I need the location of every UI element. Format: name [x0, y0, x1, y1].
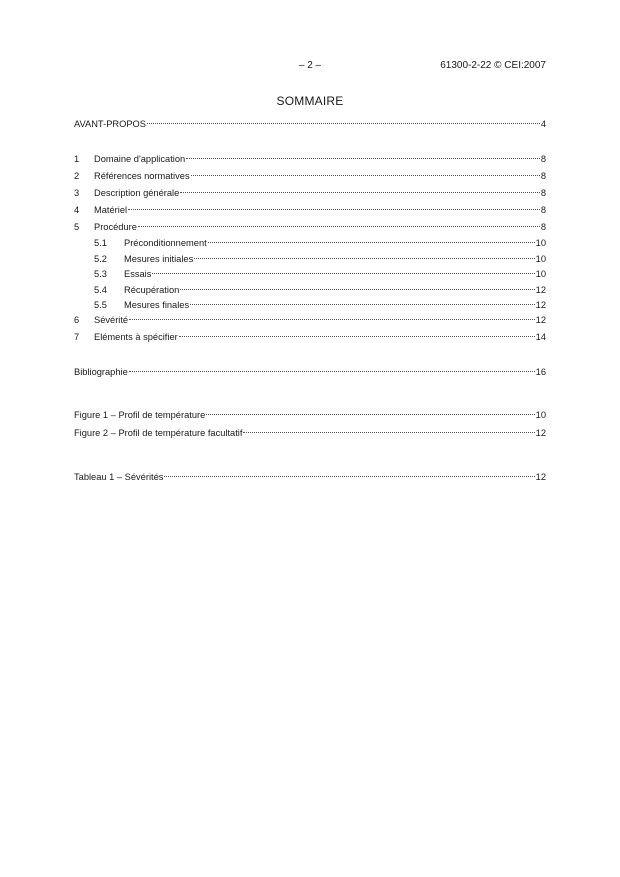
toc-entry-label: Matériel: [94, 205, 128, 215]
toc-entry-number: 5.4: [94, 285, 107, 295]
toc-entry-number: 3: [74, 188, 80, 198]
dot-leader: [186, 158, 540, 159]
toc-entry-number: 5.2: [94, 254, 107, 264]
toc-entry-subclause-5-3[interactable]: [94, 268, 546, 281]
dot-leader: [180, 192, 540, 193]
toc-entry-page: 10: [535, 410, 546, 420]
toc-entry-label: Mesures initiales: [124, 254, 194, 264]
toc-entry-clause-5[interactable]: [74, 221, 546, 234]
dot-leader: [194, 258, 534, 259]
toc-entry-number: 5.3: [94, 269, 107, 279]
toc-entry-label: Procédure: [94, 222, 137, 232]
toc-entry-number: 5.5: [94, 300, 107, 310]
dot-leader: [179, 336, 535, 337]
toc-entry-bibliography[interactable]: [74, 366, 546, 379]
toc-entry-foreword[interactable]: [74, 118, 546, 131]
toc-entry-page: 16: [535, 367, 546, 377]
toc-entry-label: Figure 2 – Profil de température facultatif: [74, 428, 243, 438]
toc-entry-clause-2[interactable]: [74, 170, 546, 183]
toc-entry-number: 4: [74, 205, 80, 215]
toc-entry-label: Description générale: [94, 188, 180, 198]
toc-entry-figure-2[interactable]: [74, 427, 546, 440]
toc-entry-label: Mesures finales: [124, 300, 190, 310]
toc-entry-subclause-5-4[interactable]: [94, 284, 546, 297]
toc-entry-subclause-5-5[interactable]: [94, 299, 546, 312]
toc-entry-label: Eléments à spécifier: [94, 332, 178, 342]
toc-entry-number: 7: [74, 332, 80, 342]
dot-leader: [147, 123, 540, 124]
toc-entry-label: Références normatives: [94, 171, 190, 181]
toc-entry-label: Domaine d'application: [94, 154, 186, 164]
toc-entry-number: 5.1: [94, 238, 107, 248]
toc-entry-clause-6[interactable]: [74, 314, 546, 327]
dot-leader: [152, 273, 534, 274]
toc-entry-subclause-5-1[interactable]: [94, 237, 546, 250]
dot-leader: [190, 304, 535, 305]
dot-leader: [208, 242, 535, 243]
toc-entry-page: 12: [535, 300, 546, 310]
toc-entry-clause-3[interactable]: [74, 187, 546, 200]
dot-leader: [191, 175, 540, 176]
toc-entry-page: 8: [540, 222, 546, 232]
toc-entry-label: Préconditionnement: [124, 238, 207, 248]
dot-leader: [128, 209, 540, 210]
toc-entry-page: 10: [535, 269, 546, 279]
toc-entry-page: 12: [535, 472, 546, 482]
toc-entry-clause-4[interactable]: [74, 204, 546, 217]
toc-entry-label: Essais: [124, 269, 152, 279]
dot-leader: [129, 319, 535, 320]
toc-entry-page: 4: [540, 119, 546, 129]
toc-title: SOMMAIRE: [276, 94, 344, 108]
toc-entry-page: 14: [535, 332, 546, 342]
document-reference: 61300-2-22 © CEI:2007: [440, 60, 546, 71]
toc-entry-page: 10: [535, 238, 546, 248]
toc-entry-number: 2: [74, 171, 80, 181]
toc-entry-page: 8: [540, 188, 546, 198]
toc-entry-page: 10: [535, 254, 546, 264]
dot-leader: [206, 414, 534, 415]
toc-entry-clause-7[interactable]: [74, 331, 546, 344]
page-number: – 2 –: [298, 60, 322, 71]
dot-leader: [129, 371, 535, 372]
dot-leader: [138, 226, 540, 227]
toc-entry-clause-1[interactable]: [74, 153, 546, 166]
toc-entry-label: Récupération: [124, 285, 180, 295]
toc-entry-page: 8: [540, 171, 546, 181]
toc-entry-subclause-5-2[interactable]: [94, 253, 546, 266]
dot-leader: [164, 476, 534, 477]
toc-entry-page: 8: [540, 154, 546, 164]
toc-entry-table-1[interactable]: [74, 471, 546, 484]
toc-entry-page: 8: [540, 205, 546, 215]
dot-leader: [180, 289, 534, 290]
toc-entry-label: Tableau 1 – Sévérités: [74, 472, 164, 482]
toc-entry-number: 5: [74, 222, 80, 232]
dot-leader: [243, 432, 534, 433]
toc-entry-label: Bibliographie: [74, 367, 128, 377]
toc-entry-number: 1: [74, 154, 80, 164]
toc-entry-label: Figure 1 – Profil de température: [74, 410, 206, 420]
toc-entry-number: 6: [74, 315, 80, 325]
toc-entry-label: AVANT-PROPOS: [74, 119, 146, 129]
toc-entry-page: 12: [535, 285, 546, 295]
toc-entry-label: Sévérité: [94, 315, 129, 325]
toc-entry-figure-1[interactable]: [74, 409, 546, 422]
toc-entry-page: 12: [535, 428, 546, 438]
toc-entry-page: 12: [535, 315, 546, 325]
